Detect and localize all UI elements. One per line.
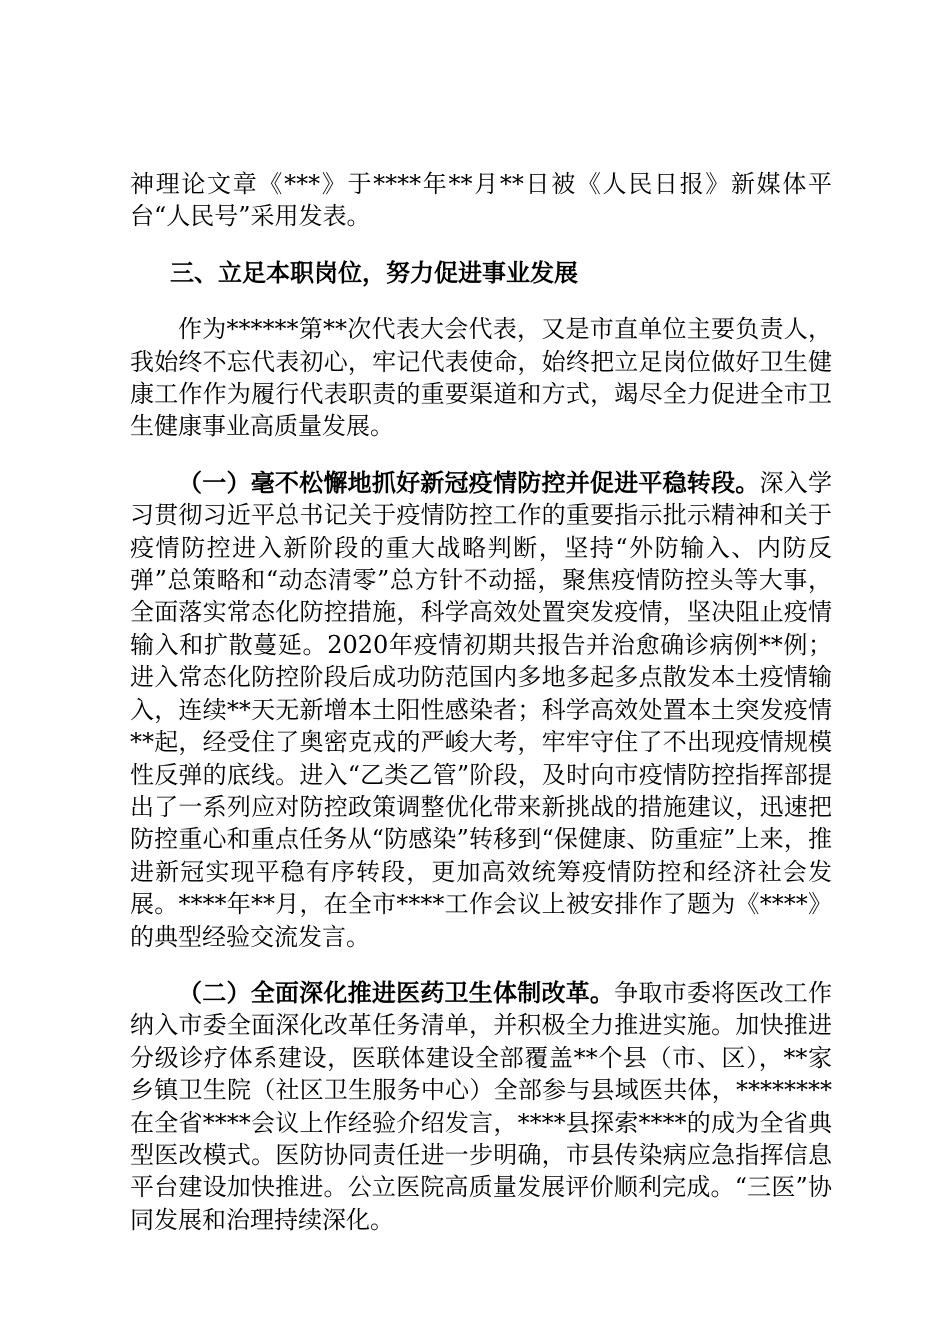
document-page (130, 168, 832, 1236)
item-2-body: 争取市委将医改工作纳入市委全面深化改革任务清单，并积极全力推进实施。加快推进分级诊疗体系建设，医联体建设全部覆盖**个县（市、区），**家乡镇卫生院（社区卫生服务中心）全部参与县域医共体，********在全省****会议上作经验介绍发言，****县探索****的成为全省典型医改模式。医防协同责任进一步明确，市县传染病应急指挥信息平台建设加快推进。公立医院高质量发展评价顺利完成。“三医”协同发展和治理持续深化。 (130, 978, 833, 1234)
item-1-lead: （一）毫不松懈地抓好新冠疫情防控并促进平稳转段。 (178, 468, 760, 497)
section-heading: 三、立足本职岗位，努力促进事业发展 (170, 258, 578, 287)
item-2-paragraph (130, 977, 832, 1236)
item-1-body: 深入学习贯彻习近平总书记关于疫情防控工作的重要指示批示精神和关于疫情防控进入新阶段的重大战略判断，坚持“外防输入、内防反弹”总策略和“动态清零”总方针不动摇，聚焦疫情防控头等大事，全面落实常态化防控措施，科学高效处置突发疫情，坚决阻止疫情输入和扩散蔓延。2020年疫情初期共报告并治愈确诊病例**例；进入常态化防控阶段后成功防范国内多地多起多点散发本土疫情输入，连续**天无新增本土阳性感染者；科学高效处置本土突发疫情**起，经受住了奥密克戎的严峻大考，牢牢守住了不出现疫情规模性反弹的底线。进入“乙类乙管”阶段，及时向市疫情防控指挥部提出了一系列应对防控政策调整优化带来新挑战的措施建议，迅速把防控重心和重点任务从“防感染”转移到“保健康、防重症”上来，推进新冠实现平稳有序转段，更加高效统筹疫情防控和经济社会发展。****年**月，在全市****工作会议上被安排作了题为《****》的典型经验交流发言。 (130, 468, 833, 951)
item-2-lead: （二）全面深化推进医药卫生体制改革。 (178, 978, 615, 1007)
spacer (130, 953, 832, 977)
spacer (130, 443, 832, 467)
item-1-paragraph (130, 467, 832, 953)
spacer (130, 289, 832, 313)
section-intro-paragraph: 作为******第**次代表大会代表，又是市直单位主要负责人，我始终不忘代表初心，牢记代表使命，始终把立足岗位做好卫生健康工作作为履行代表职责的重要渠道和方式，竭尽全力促进全市卫生健康事业高质量发展。 (130, 315, 832, 441)
spacer (130, 233, 832, 257)
intro-paragraph: 神理论文章《***》于****年**月**日被《人民日报》新媒体平台“人民号”采用发表。 (130, 170, 832, 231)
